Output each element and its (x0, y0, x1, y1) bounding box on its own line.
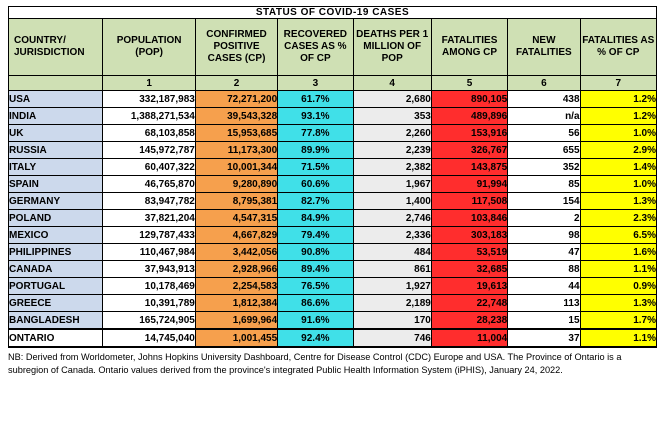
cell-fatalities-pct: 1.0% (580, 125, 656, 142)
cell-population: 14,745,040 (103, 329, 195, 347)
table-row (9, 244, 657, 261)
cell-fatalities-pct: 2.9% (580, 142, 656, 159)
cell-recovered-pct: 82.7% (278, 193, 353, 210)
table-row (9, 142, 657, 159)
cell-recovered-pct: 71.5% (278, 159, 353, 176)
cell-population: 129,787,433 (103, 227, 195, 244)
cell-country: SPAIN (9, 176, 103, 193)
cell-deaths-per-million: 1,967 (353, 176, 431, 193)
cell-fatalities-pct: 1.3% (580, 295, 656, 312)
cell-country: ITALY (9, 159, 103, 176)
cell-confirmed-positive: 72,271,200 (195, 91, 277, 108)
cell-new-fatalities: 56 (508, 125, 580, 142)
cell-new-fatalities: 15 (508, 312, 580, 330)
column-number-fatalities: 5 (431, 76, 507, 91)
cell-fatalities: 91,994 (431, 176, 507, 193)
cell-deaths-per-million: 2,239 (353, 142, 431, 159)
cell-country: PORTUGAL (9, 278, 103, 295)
header-row (9, 19, 657, 76)
table-row (9, 227, 657, 244)
cell-confirmed-positive: 8,795,381 (195, 193, 277, 210)
cell-recovered-pct: 76.5% (278, 278, 353, 295)
cell-deaths-per-million: 2,382 (353, 159, 431, 176)
cell-fatalities-pct: 2.3% (580, 210, 656, 227)
column-number-fatalities-pct: 7 (580, 76, 656, 91)
cell-confirmed-positive: 3,442,056 (195, 244, 277, 261)
table-row-highlighted (9, 329, 657, 347)
column-number-row (9, 76, 657, 91)
cell-confirmed-positive: 1,001,455 (195, 329, 277, 347)
page-title: STATUS OF COVID-19 CASES (9, 7, 657, 19)
cell-confirmed-positive: 15,953,685 (195, 125, 277, 142)
column-header-fatalities-pct: FATALITIES AS % OF CP (580, 19, 656, 76)
cell-country: PHILIPPINES (9, 244, 103, 261)
cell-new-fatalities: 2 (508, 210, 580, 227)
cell-fatalities: 32,685 (431, 261, 507, 278)
cell-deaths-per-million: 2,189 (353, 295, 431, 312)
cell-fatalities: 326,767 (431, 142, 507, 159)
cell-fatalities: 11,004 (431, 329, 507, 347)
cell-country: MEXICO (9, 227, 103, 244)
cell-population: 165,724,905 (103, 312, 195, 330)
cell-deaths-per-million: 2,746 (353, 210, 431, 227)
cell-country: GERMANY (9, 193, 103, 210)
cell-country: UK (9, 125, 103, 142)
column-header-confirmed-positive: CONFIRMED POSITIVE CASES (CP) (195, 19, 277, 76)
cell-deaths-per-million: 170 (353, 312, 431, 330)
cell-population: 145,972,787 (103, 142, 195, 159)
cell-fatalities: 19,613 (431, 278, 507, 295)
cell-population: 83,947,782 (103, 193, 195, 210)
cell-country: BANGLADESH (9, 312, 103, 330)
cell-fatalities-pct: 0.9% (580, 278, 656, 295)
cell-deaths-per-million: 861 (353, 261, 431, 278)
column-number-new-fatalities: 6 (508, 76, 580, 91)
column-header-population: POPULATION (POP) (103, 19, 195, 76)
table-row (9, 210, 657, 227)
table-row (9, 193, 657, 210)
cell-fatalities-pct: 1.2% (580, 108, 656, 125)
cell-recovered-pct: 61.7% (278, 91, 353, 108)
table-row (9, 91, 657, 108)
cell-new-fatalities: 44 (508, 278, 580, 295)
cell-population: 37,821,204 (103, 210, 195, 227)
cell-confirmed-positive: 1,699,964 (195, 312, 277, 330)
cell-new-fatalities: 47 (508, 244, 580, 261)
cell-recovered-pct: 91.6% (278, 312, 353, 330)
cell-deaths-per-million: 1,400 (353, 193, 431, 210)
cell-recovered-pct: 89.9% (278, 142, 353, 159)
cell-recovered-pct: 60.6% (278, 176, 353, 193)
cell-fatalities: 117,508 (431, 193, 507, 210)
cell-fatalities-pct: 1.7% (580, 312, 656, 330)
cell-new-fatalities: 352 (508, 159, 580, 176)
cell-recovered-pct: 93.1% (278, 108, 353, 125)
table-row (9, 176, 657, 193)
table-row (9, 261, 657, 278)
cell-deaths-per-million: 484 (353, 244, 431, 261)
cell-fatalities-pct: 1.3% (580, 193, 656, 210)
cell-population: 10,391,789 (103, 295, 195, 312)
cell-fatalities: 143,875 (431, 159, 507, 176)
column-number-deaths-per-million: 4 (353, 76, 431, 91)
table-row (9, 295, 657, 312)
cell-fatalities-pct: 1.6% (580, 244, 656, 261)
cell-deaths-per-million: 2,260 (353, 125, 431, 142)
cell-confirmed-positive: 4,547,315 (195, 210, 277, 227)
cell-recovered-pct: 86.6% (278, 295, 353, 312)
cell-confirmed-positive: 39,543,328 (195, 108, 277, 125)
cell-population: 10,178,469 (103, 278, 195, 295)
column-header-country: COUNTRY/ JURISDICTION (9, 19, 103, 76)
cell-recovered-pct: 77.8% (278, 125, 353, 142)
cell-deaths-per-million: 1,927 (353, 278, 431, 295)
cell-deaths-per-million: 746 (353, 329, 431, 347)
cell-recovered-pct: 92.4% (278, 329, 353, 347)
table-row (9, 125, 657, 142)
cell-confirmed-positive: 10,001,344 (195, 159, 277, 176)
cell-new-fatalities: 438 (508, 91, 580, 108)
cell-country: ONTARIO (9, 329, 103, 347)
column-number-recovered-pct: 3 (278, 76, 353, 91)
cell-deaths-per-million: 2,680 (353, 91, 431, 108)
title-row (9, 7, 657, 19)
cell-population: 68,103,858 (103, 125, 195, 142)
cell-new-fatalities: 37 (508, 329, 580, 347)
cell-fatalities-pct: 1.1% (580, 261, 656, 278)
cell-new-fatalities: 88 (508, 261, 580, 278)
cell-fatalities: 53,519 (431, 244, 507, 261)
cell-confirmed-positive: 11,173,300 (195, 142, 277, 159)
cell-country: POLAND (9, 210, 103, 227)
cell-country: RUSSIA (9, 142, 103, 159)
cell-new-fatalities: n/a (508, 108, 580, 125)
table-row (9, 278, 657, 295)
column-number-population: 1 (103, 76, 195, 91)
cell-recovered-pct: 79.4% (278, 227, 353, 244)
cell-country: CANADA (9, 261, 103, 278)
cell-population: 1,388,271,534 (103, 108, 195, 125)
cell-fatalities: 28,238 (431, 312, 507, 330)
column-header-recovered-pct: RECOVERED CASES AS % OF CP (278, 19, 353, 76)
cell-fatalities-pct: 6.5% (580, 227, 656, 244)
cell-fatalities: 489,896 (431, 108, 507, 125)
cell-confirmed-positive: 1,812,384 (195, 295, 277, 312)
source-note: NB: Derived from Worldometer, Johns Hopkins University Dashboard, Centre for Disease Control (CDC) Europe and USA. The Province of Ontario is a subregion of Canada. Ontario values derived from the province's integrated Public Health Information System (iPHIS), January 24, 2022. (8, 352, 622, 375)
cell-fatalities-pct: 1.4% (580, 159, 656, 176)
column-header-new-fatalities: NEW FATALITIES (508, 19, 580, 76)
table-row (9, 312, 657, 330)
column-number-country (9, 76, 103, 91)
cell-recovered-pct: 89.4% (278, 261, 353, 278)
cell-confirmed-positive: 2,928,966 (195, 261, 277, 278)
cell-deaths-per-million: 2,336 (353, 227, 431, 244)
cell-fatalities: 303,183 (431, 227, 507, 244)
cell-fatalities: 890,105 (431, 91, 507, 108)
column-header-deaths-per-million: DEATHS PER 1 MILLION OF POP (353, 19, 431, 76)
cell-fatalities-pct: 1.0% (580, 176, 656, 193)
cell-new-fatalities: 113 (508, 295, 580, 312)
cell-confirmed-positive: 9,280,890 (195, 176, 277, 193)
cell-population: 46,765,870 (103, 176, 195, 193)
cell-fatalities: 103,846 (431, 210, 507, 227)
cell-fatalities-pct: 1.1% (580, 329, 656, 347)
cell-confirmed-positive: 2,254,583 (195, 278, 277, 295)
cell-new-fatalities: 655 (508, 142, 580, 159)
table-row (9, 159, 657, 176)
covid-status-table (8, 6, 657, 348)
cell-fatalities: 22,748 (431, 295, 507, 312)
cell-new-fatalities: 85 (508, 176, 580, 193)
cell-population: 37,943,913 (103, 261, 195, 278)
cell-fatalities-pct: 1.2% (580, 91, 656, 108)
cell-fatalities: 153,916 (431, 125, 507, 142)
cell-recovered-pct: 90.8% (278, 244, 353, 261)
table-row (9, 108, 657, 125)
cell-recovered-pct: 84.9% (278, 210, 353, 227)
cell-new-fatalities: 98 (508, 227, 580, 244)
column-header-fatalities: FATALITIES AMONG CP (431, 19, 507, 76)
cell-population: 332,187,983 (103, 91, 195, 108)
cell-deaths-per-million: 353 (353, 108, 431, 125)
cell-new-fatalities: 154 (508, 193, 580, 210)
cell-country: INDIA (9, 108, 103, 125)
column-number-confirmed-positive: 2 (195, 76, 277, 91)
cell-confirmed-positive: 4,667,829 (195, 227, 277, 244)
cell-country: GREECE (9, 295, 103, 312)
cell-population: 60,407,322 (103, 159, 195, 176)
cell-population: 110,467,984 (103, 244, 195, 261)
cell-country: USA (9, 91, 103, 108)
